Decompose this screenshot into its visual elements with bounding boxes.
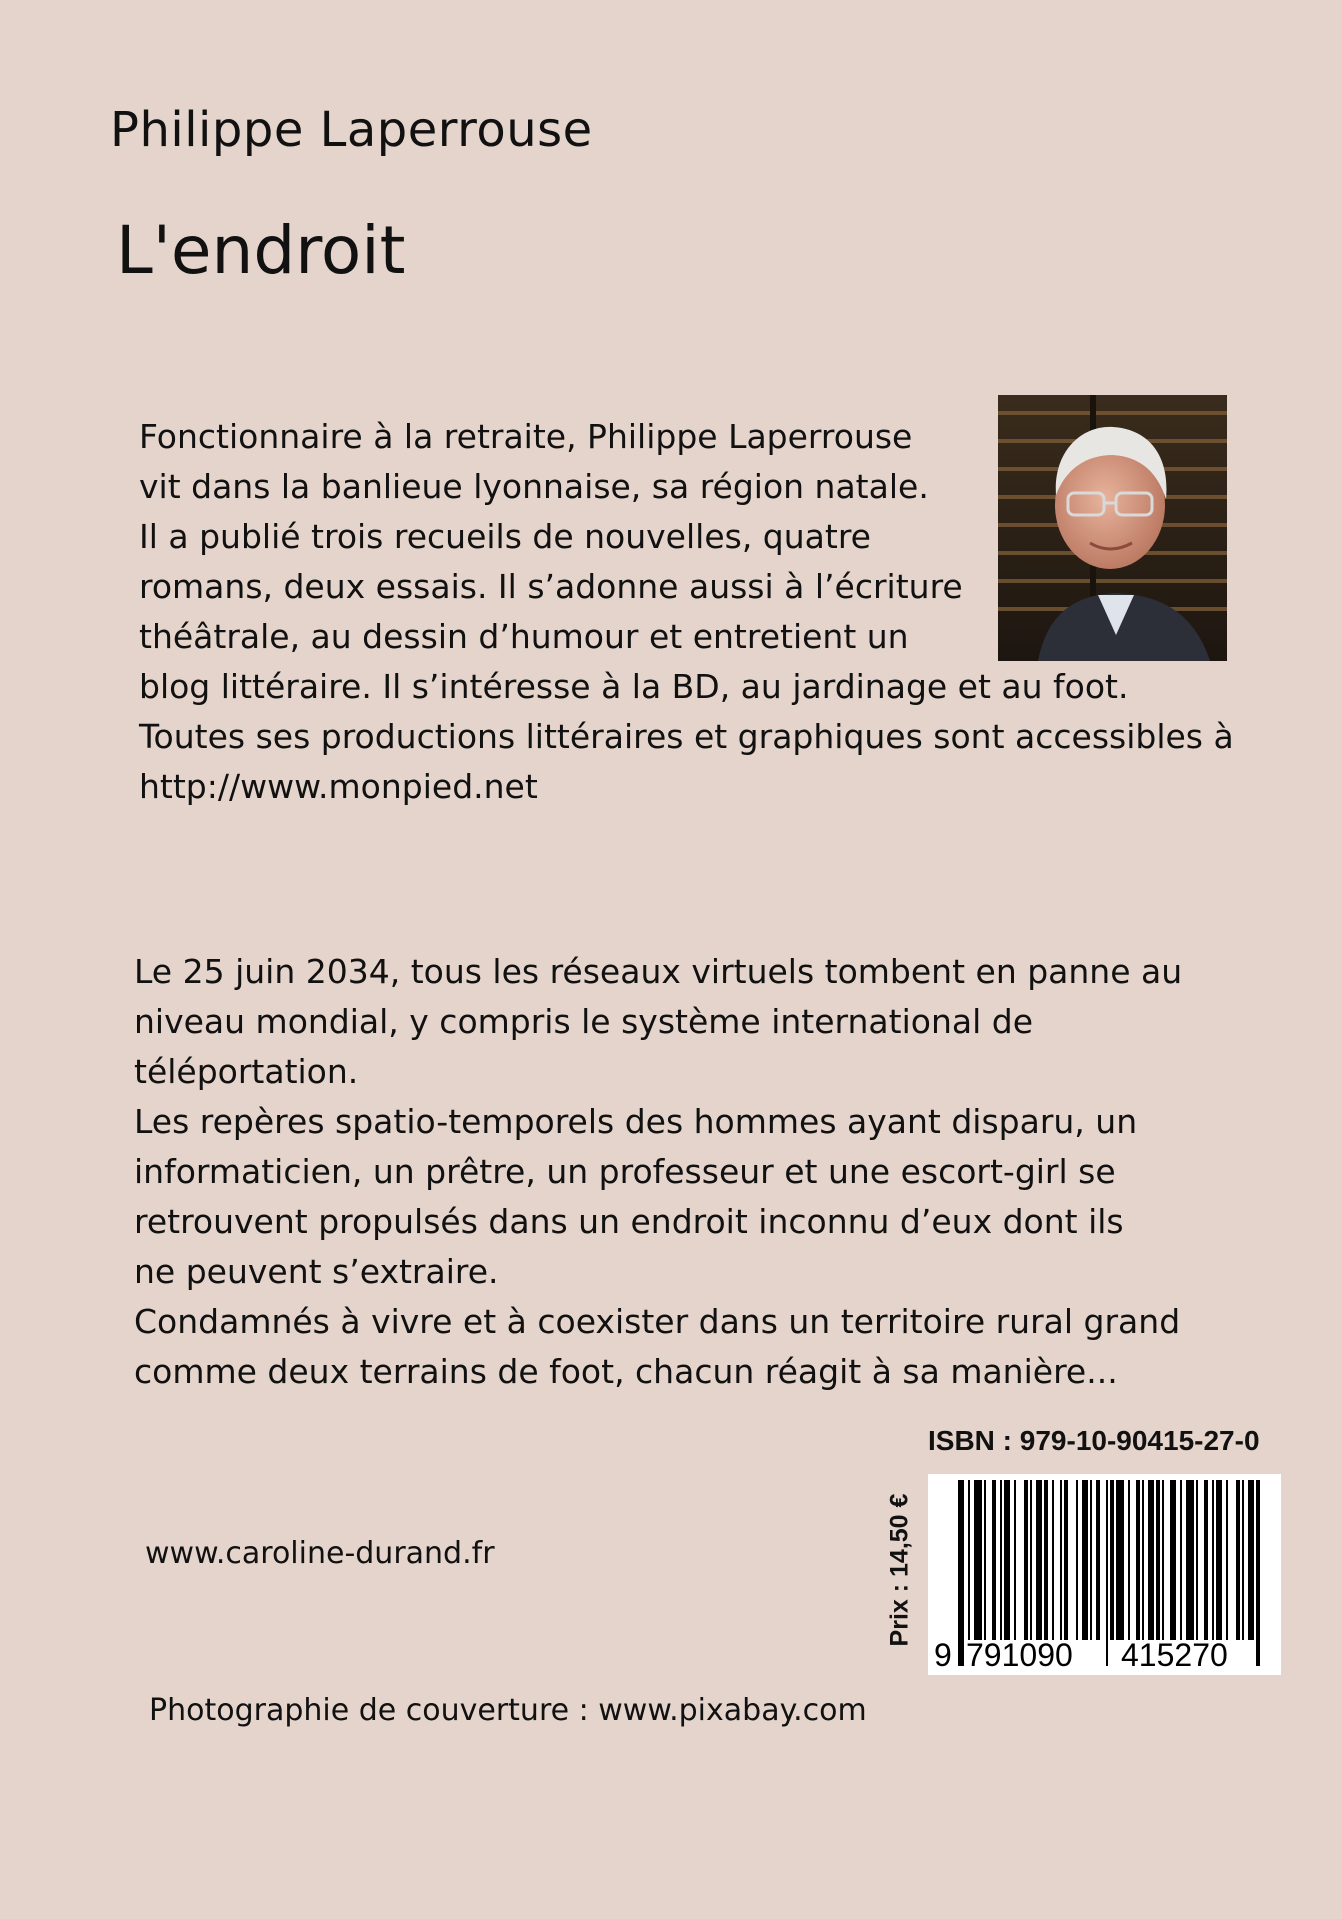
barcode-bar <box>1024 1480 1028 1640</box>
book-title: L'endroit <box>116 212 406 289</box>
barcode-bar <box>1030 1480 1032 1640</box>
barcode-bar <box>1242 1480 1244 1640</box>
barcode-bar <box>1090 1480 1092 1640</box>
barcode <box>928 1474 1281 1675</box>
bio-line: vit dans la banlieue lyonnaise, sa région natale. <box>139 467 929 506</box>
barcode-bar <box>1014 1480 1016 1640</box>
barcode-bar <box>1128 1480 1130 1640</box>
barcode-bar <box>974 1480 982 1640</box>
bio-line: blog littéraire. Il s’intéresse à la BD, au jardinage et au foot. <box>139 667 1129 706</box>
barcode-bar <box>1036 1480 1042 1640</box>
barcode-bar <box>992 1480 996 1640</box>
barcode-bar <box>1216 1480 1222 1640</box>
barcode-bar <box>1116 1480 1124 1640</box>
barcode-bar <box>1064 1480 1068 1640</box>
barcode-digit-first: 9 <box>934 1637 952 1673</box>
barcode-bar <box>958 1480 964 1666</box>
barcode-bar <box>1226 1480 1228 1640</box>
barcode-bar <box>984 1480 986 1640</box>
barcode-bar <box>1052 1480 1054 1640</box>
barcode-bar <box>1170 1480 1176 1640</box>
summary-line: retrouvent propulsés dans un endroit inconnu d’eux dont ils <box>134 1202 1124 1241</box>
bio-line: http://www.monpied.net <box>139 767 538 806</box>
barcode-bar <box>1156 1480 1160 1640</box>
price-label: Prix : 14,50 € <box>885 1493 914 1647</box>
barcode-bar <box>1110 1480 1114 1640</box>
barcode-bar <box>1212 1480 1214 1640</box>
barcode-bar <box>1136 1480 1140 1640</box>
barcode-bar <box>1004 1480 1010 1640</box>
barcode-bar <box>1204 1480 1208 1640</box>
summary-line: Condamnés à vivre et à coexister dans un territoire rural grand <box>134 1302 1181 1341</box>
bio-line: théâtrale, au dessin d’humour et entretient un <box>139 617 909 656</box>
summary-line: ne peuvent s’extraire. <box>134 1252 499 1291</box>
barcode-bar <box>1106 1480 1108 1666</box>
barcode-bar <box>1000 1480 1002 1640</box>
barcode-bar <box>1060 1480 1062 1640</box>
publisher-website: www.caroline-durand.fr <box>145 1536 495 1571</box>
barcode-digits-left: 791090 <box>966 1637 1073 1673</box>
summary-line: niveau mondial, y compris le système international de <box>134 1002 1033 1041</box>
summary-line: Le 25 juin 2034, tous les réseaux virtuels tombent en panne au <box>134 952 1183 991</box>
summary-line: comme deux terrains de foot, chacun réagit à sa manière... <box>134 1352 1118 1391</box>
bio-line: Il a publié trois recueils de nouvelles, quatre <box>139 517 871 556</box>
barcode-bar <box>1162 1480 1164 1640</box>
barcode-bar <box>1044 1480 1048 1640</box>
barcode-bar <box>1096 1480 1100 1640</box>
summary-line: Les repères spatio-temporels des hommes ayant disparu, un <box>134 1102 1138 1141</box>
bio-line: Fonctionnaire à la retraite, Philippe Laperrouse <box>139 417 913 456</box>
barcode-bar <box>1186 1480 1194 1640</box>
barcode-bar <box>1256 1480 1260 1666</box>
author-photo <box>998 395 1227 661</box>
barcode-bar <box>968 1480 970 1640</box>
summary-line: téléportation. <box>134 1052 359 1091</box>
summary-line: informaticien, un prêtre, un professeur et une escort-girl se <box>134 1152 1116 1191</box>
photo-credit: Photographie de couverture : www.pixabay.com <box>149 1693 867 1728</box>
barcode-bar <box>1236 1480 1240 1640</box>
barcode-bar <box>1196 1480 1198 1640</box>
author-name: Philippe Laperrouse <box>110 102 593 158</box>
book-summary <box>134 947 1234 1397</box>
isbn-label: ISBN : 979-10-90415-27-0 <box>928 1425 1260 1456</box>
bio-line: romans, deux essais. Il s’adonne aussi à l’écriture <box>139 567 963 606</box>
barcode-bar <box>1076 1480 1078 1640</box>
barcode-bar <box>1142 1480 1144 1640</box>
barcode-bar <box>1180 1480 1182 1640</box>
barcode-bar <box>1248 1480 1254 1640</box>
barcode-bar <box>1148 1480 1154 1640</box>
bio-line: Toutes ses productions littéraires et graphiques sont accessibles à <box>139 717 1234 756</box>
barcode-bar <box>1082 1480 1088 1640</box>
barcode-digits-right: 415270 <box>1121 1637 1228 1673</box>
